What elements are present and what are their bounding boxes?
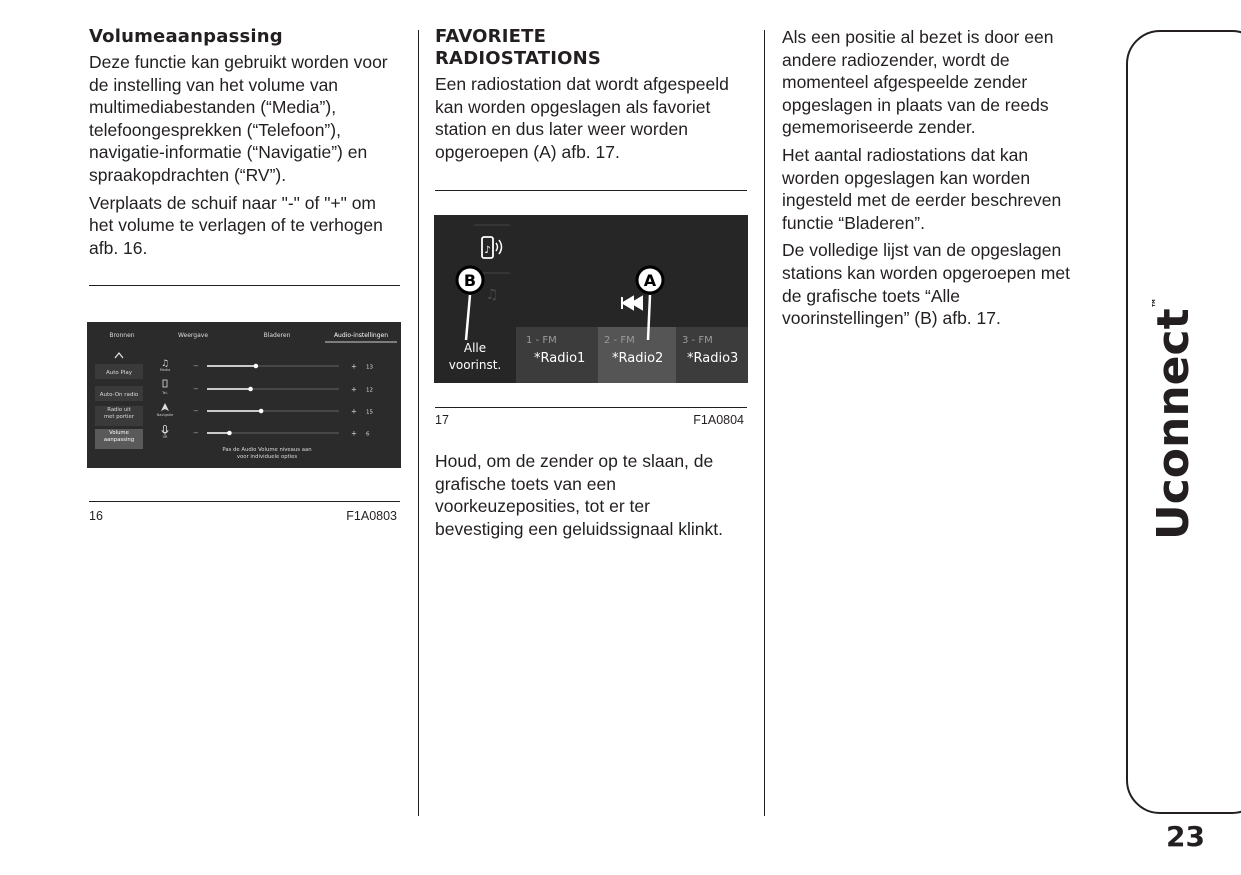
slider-label: VR [162, 435, 168, 439]
volume-decrease-button[interactable]: − [193, 362, 199, 370]
column-info [782, 26, 1082, 335]
all-presets-label: voorinst. [448, 358, 502, 372]
caption-rule [89, 501, 400, 502]
page-number: 23 [1166, 820, 1205, 853]
volume-increase-button[interactable]: + [351, 385, 357, 394]
slider-handle[interactable] [227, 431, 232, 436]
column-volume [89, 26, 401, 264]
paragraph: Het aantal radiostations dat kan worden opgeslagen kan worden ingesteld met de eerder beschreven functie “Bladeren”. [782, 144, 1062, 233]
paragraph: Een radiostation dat wordt afgespeeld kan worden opgeslagen als favoriet station en dus later weer worden opgeroepen (A) afb. 17. [435, 74, 729, 162]
slider-label: Navigatie [156, 413, 174, 417]
callout-b-label: B [463, 271, 477, 290]
slider-handle[interactable] [259, 409, 264, 414]
figure-16-volume-screen [87, 322, 401, 468]
preset-frequency: 1 - FM [526, 335, 557, 346]
paragraph: De volledige lijst van de opgeslagen stations kan worden opgeroepen met de grafische toets “Alle voorinstellingen” (B) afb. 17. [782, 240, 1070, 329]
tab-bronnen[interactable]: Bronnen [109, 332, 135, 339]
slider-value: 13 [366, 364, 373, 371]
menu-item-label-wrap [95, 407, 143, 427]
tab-weergave[interactable]: Weergave [177, 332, 209, 339]
chapter-tab-title [1148, 297, 1199, 540]
volume-increase-button[interactable]: + [351, 407, 357, 416]
section-heading-volume: Volumeaanpassing [89, 26, 283, 47]
paragraph: Als een positie al bezet is door een andere radiozender, wordt de momenteel afgespeelde zender opgeslagen in plaats van de reeds gememoriseerde zender. [782, 27, 1054, 138]
preset-frequency: 2 - FM [604, 335, 635, 346]
slider-handle[interactable] [254, 364, 259, 369]
figure-number: 17 [435, 413, 449, 427]
sound-waves-icon [496, 240, 502, 254]
slider-label: Media [159, 368, 171, 372]
phone-icon [163, 380, 167, 387]
menu-item-label: Radio uit met portier [104, 407, 134, 420]
music-note-icon: ♪ [484, 245, 491, 256]
volume-decrease-button[interactable]: − [193, 429, 199, 437]
preset-radio1[interactable]: *Radio1 [534, 351, 586, 366]
preset-radio2[interactable]: *Radio2 [612, 351, 664, 366]
all-presets-label: Alle [463, 341, 487, 355]
paragraph: Verplaats de schuif naar "-" of "+" om het volume te verlagen of te verhogen afb. 16. [89, 192, 383, 258]
section-heading-favorites: FAVORIETE RADIOSTATIONS [435, 26, 602, 69]
slider-value: 12 [366, 387, 373, 394]
preset-frequency: 3 - FM [682, 335, 713, 346]
slider-value: 6 [366, 431, 370, 438]
caption-rule [435, 407, 747, 408]
volume-screen-illustration [87, 322, 401, 468]
slider-value: 15 [366, 409, 373, 416]
navigation-arrow-icon [161, 403, 169, 411]
figure-top-rule [435, 190, 747, 191]
slider-label: Tel. [162, 391, 168, 395]
callout-a-label: A [643, 271, 657, 290]
column-divider [418, 30, 419, 816]
music-note-icon: ♫ [160, 359, 170, 369]
volume-decrease-button[interactable]: − [193, 407, 199, 415]
preset-radio3[interactable]: *Radio3 [687, 351, 739, 366]
tab-bladeren[interactable]: Bladeren [263, 332, 291, 339]
menu-item-label-wrap [95, 430, 143, 450]
column-divider [764, 30, 765, 816]
trademark-symbol: ™ [1150, 297, 1163, 309]
volume-footer-line1: Pas de Audio Volume niveaus aan [222, 447, 312, 453]
radio-screen-illustration [434, 215, 748, 383]
tab-audio-instellingen[interactable]: Audio-instellingen [333, 332, 389, 339]
volume-increase-button[interactable]: + [351, 429, 357, 438]
volume-footer-line2: voor individuele opties [236, 454, 298, 460]
figure-17-caption [435, 413, 744, 427]
figure-17-radio-screen [434, 215, 748, 383]
paragraph: Deze functie kan gebruikt worden voor de instelling van het volume van multimediabestanden (“Media”), telefoongesprekken (“Telefoon”), navigatie-informatie (“Navigatie”) en spraakopdrachten (“RV”). [89, 52, 388, 185]
previous-track-icon[interactable] [622, 297, 642, 309]
menu-item-label: Auto Play [106, 370, 132, 376]
chevron-up-icon[interactable] [115, 353, 123, 358]
chapter-title: Uconnect [1148, 308, 1199, 540]
all-presets-button-bg[interactable] [434, 327, 516, 383]
figure-16-caption [89, 509, 397, 523]
figure-top-rule [89, 285, 400, 286]
microphone-icon [162, 426, 168, 436]
figure-code: F1A0803 [346, 509, 397, 523]
paragraph: Houd, om de zender op te slaan, de grafische toets van een voorkeuzeposities, tot er ter bevestiging een geluidssignaal klinkt. [435, 451, 723, 539]
figure-number: 16 [89, 509, 103, 523]
slider-handle[interactable] [248, 387, 253, 392]
menu-item-label: Volume aanpassing [103, 430, 135, 443]
column-favorites [435, 26, 748, 168]
menu-item-label: Auto-On radio [99, 392, 139, 398]
volume-increase-button[interactable]: + [351, 362, 357, 371]
music-note-icon: ♫ [485, 287, 499, 303]
figure-code: F1A0804 [693, 413, 744, 427]
volume-decrease-button[interactable]: − [193, 385, 199, 393]
